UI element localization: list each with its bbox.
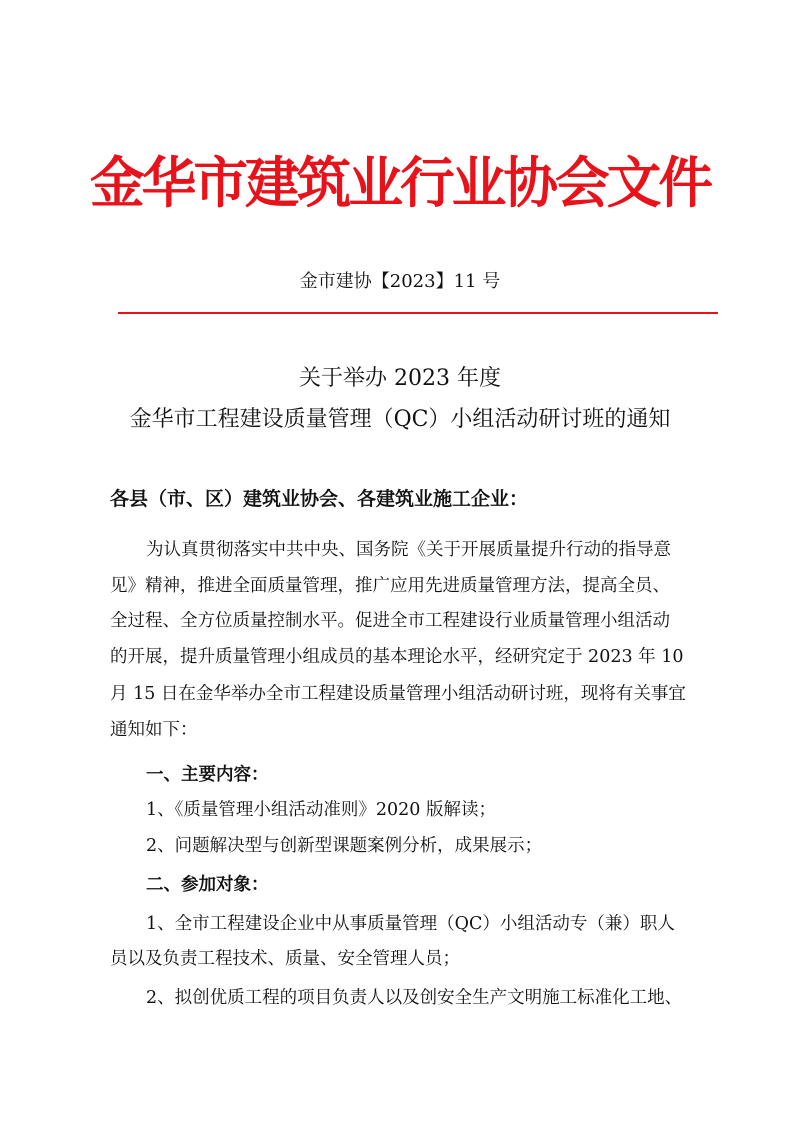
org-masthead-title: 金华市建筑业行业协会文件 — [89, 151, 711, 215]
intro-line-5: 月 15 日在金华举办全市工程建设质量管理小组活动研讨班，现将有关事宜 — [110, 684, 686, 704]
section2-line-2: 员以及负责工程技术、质量、安全管理人员； — [110, 949, 460, 969]
document-number: 金市建协【2023】11 号 — [299, 271, 501, 292]
intro-line-1: 为认真贯彻落实中共中央、国务院《关于开展质量提升行动的指导意 — [146, 540, 671, 560]
intro-line-2: 见》精神，推进全面质量管理，推广应用先进质量管理方法，提高全员、 — [110, 576, 670, 596]
intro-line-3: 全过程、全方位质量控制水平。促进全市工程建设行业质量管理小组活动 — [110, 611, 670, 631]
section-heading-main-content: 一、主要内容： — [146, 765, 269, 785]
section2-line-1: 1、全市工程建设企业中从事质量管理（QC）小组活动专（兼）职人 — [146, 914, 675, 934]
section1-item-1: 1、《质量管理小组活动准则》2020 版解读； — [146, 800, 496, 820]
section-heading-participants: 二、参加对象： — [146, 875, 269, 895]
red-divider-line — [118, 312, 718, 314]
section2-line-3: 2、拟创优质工程的项目负责人以及创安全生产文明施工标准化工地、 — [146, 988, 683, 1008]
notice-title-line-2: 金华市工程建设质量管理（QC）小组活动研讨班的通知 — [129, 407, 671, 432]
intro-line-4: 的开展，提升质量管理小组成员的基本理论水平，经研究定于 2023 年 10 — [110, 647, 684, 667]
notice-title-line-1: 关于举办 2023 年度 — [299, 366, 501, 391]
salutation: 各县（市、区）建筑业协会、各建筑业施工企业： — [110, 488, 529, 510]
section1-item-2: 2、问题解决型与创新型课题案例分析，成果展示； — [146, 836, 543, 856]
intro-line-6: 通知如下： — [110, 720, 198, 740]
